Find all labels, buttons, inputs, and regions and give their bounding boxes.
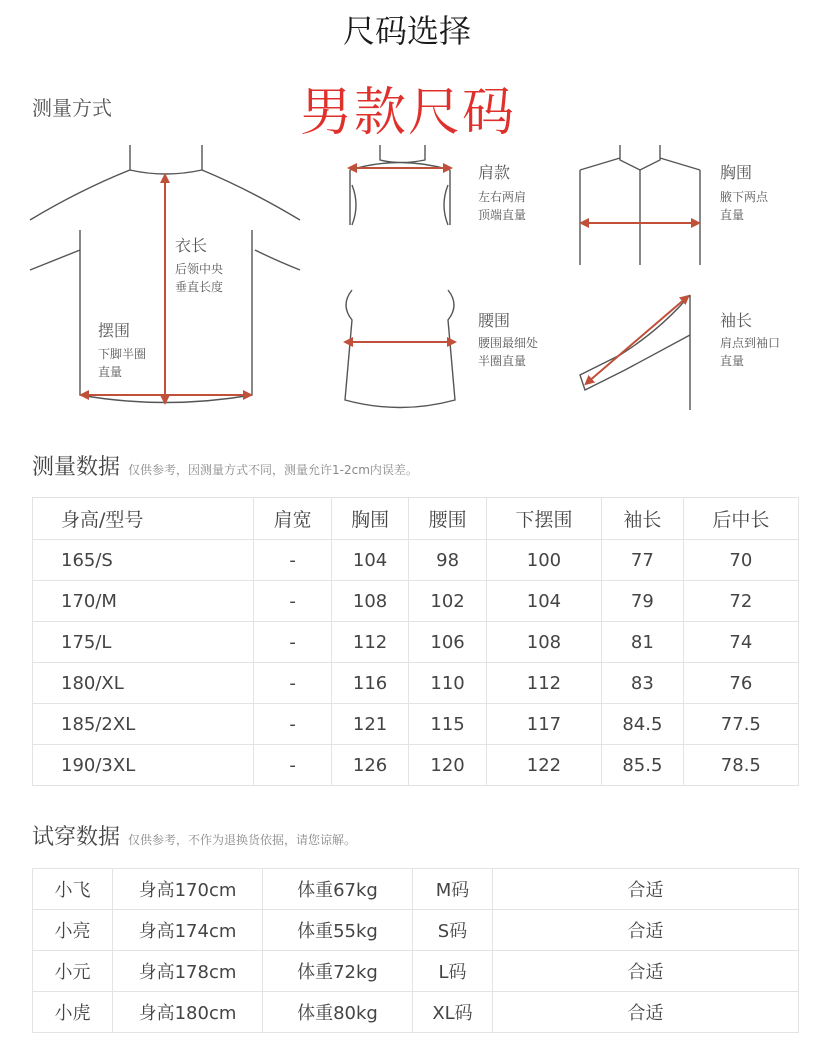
trial-data-header [32, 820, 356, 851]
col-header-waist: 腰围 [409, 498, 487, 540]
table-cell: 79 [602, 581, 684, 622]
table-cell: 85.5 [602, 745, 684, 786]
sleeve-diagram [580, 295, 690, 410]
col-header-height-size: 身高/型号 [33, 498, 254, 540]
desc-line: 半圈直量 [478, 354, 527, 368]
desc-line: 后领中央 [175, 262, 224, 276]
label-sleeve: 袖长 [720, 311, 753, 330]
table-cell: 120 [409, 745, 487, 786]
table-cell: 小飞 [33, 869, 113, 910]
label-sleeve-desc [720, 334, 780, 370]
chest-diagram [580, 145, 700, 265]
table-cell: 身高180cm [113, 992, 263, 1033]
table-row [33, 622, 799, 663]
table-cell: L码 [413, 951, 493, 992]
table-cell: 77.5 [683, 704, 798, 745]
table-cell: 98 [409, 540, 487, 581]
table-row [33, 869, 799, 910]
table-cell: - [254, 581, 332, 622]
table-cell: 72 [683, 581, 798, 622]
table-cell: 83 [602, 663, 684, 704]
desc-line: 垂直长度 [175, 280, 224, 294]
desc-line: 腰围最细处 [478, 336, 539, 350]
table-row [33, 745, 799, 786]
waist-diagram [345, 290, 455, 408]
trial-table [32, 868, 799, 1033]
table-cell: 170/M [33, 581, 254, 622]
table-cell: 84.5 [602, 704, 684, 745]
table-cell: 102 [409, 581, 487, 622]
table-cell: 165/S [33, 540, 254, 581]
label-chest-desc [720, 188, 768, 224]
table-cell: 100 [486, 540, 601, 581]
label-chest: 胸围 [720, 163, 753, 182]
table-cell: 70 [683, 540, 798, 581]
table-cell: 合适 [493, 910, 799, 951]
label-length: 衣长 [175, 236, 208, 255]
table-cell: 108 [331, 581, 409, 622]
table-cell: 74 [683, 622, 798, 663]
desc-line: 直量 [98, 365, 123, 379]
table-cell: 合适 [493, 869, 799, 910]
table-cell: 126 [331, 745, 409, 786]
desc-line: 直量 [720, 208, 745, 222]
shoulder-diagram [350, 145, 450, 225]
table-row [33, 540, 799, 581]
table-cell: - [254, 704, 332, 745]
desc-line: 肩点到袖口 [720, 336, 781, 350]
table-cell: M码 [413, 869, 493, 910]
label-hem-desc [98, 345, 146, 381]
col-header-chest: 胸围 [331, 498, 409, 540]
table-cell: 117 [486, 704, 601, 745]
table-cell: 104 [486, 581, 601, 622]
measurement-data-header [32, 450, 418, 481]
table-cell: 110 [409, 663, 487, 704]
measurement-data-note: 仅供参考，因测量方式不同，测量允许1-2cm内误差。 [128, 463, 418, 477]
table-cell: 体重80kg [263, 992, 413, 1033]
table-cell: 121 [331, 704, 409, 745]
col-header-back-length: 后中长 [683, 498, 798, 540]
size-table-header-row [33, 498, 799, 540]
trial-data-heading: 试穿数据 [32, 825, 121, 850]
table-cell: 115 [409, 704, 487, 745]
table-cell: 体重55kg [263, 910, 413, 951]
desc-line: 下脚半圈 [98, 347, 147, 361]
table-cell: 106 [409, 622, 487, 663]
table-cell: 小亮 [33, 910, 113, 951]
table-cell: 185/2XL [33, 704, 254, 745]
measurement-data-heading: 测量数据 [32, 455, 121, 480]
table-cell: 104 [331, 540, 409, 581]
table-cell: 身高174cm [113, 910, 263, 951]
label-shoulder-desc [478, 188, 526, 224]
desc-line: 腋下两点 [720, 190, 769, 204]
label-shoulder: 肩款 [478, 163, 511, 182]
table-cell: XL码 [413, 992, 493, 1033]
table-cell: 116 [331, 663, 409, 704]
table-cell: 合适 [493, 992, 799, 1033]
table-row [33, 910, 799, 951]
table-cell: 112 [331, 622, 409, 663]
table-row [33, 663, 799, 704]
table-cell: 身高170cm [113, 869, 263, 910]
jacket-front-diagram [30, 145, 300, 403]
table-cell: 108 [486, 622, 601, 663]
label-waist: 腰围 [478, 311, 511, 330]
label-length-desc [175, 260, 223, 296]
table-cell: 身高178cm [113, 951, 263, 992]
table-cell: 122 [486, 745, 601, 786]
table-cell: - [254, 540, 332, 581]
table-cell: 体重72kg [263, 951, 413, 992]
desc-line: 左右两肩 [478, 190, 527, 204]
col-header-sleeve: 袖长 [602, 498, 684, 540]
table-cell: - [254, 622, 332, 663]
table-cell: 190/3XL [33, 745, 254, 786]
table-cell: 78.5 [683, 745, 798, 786]
table-cell: 175/L [33, 622, 254, 663]
table-cell: 112 [486, 663, 601, 704]
page-title: 尺码选择 [342, 12, 471, 50]
table-cell: 77 [602, 540, 684, 581]
desc-line: 直量 [720, 354, 745, 368]
size-table [32, 497, 799, 786]
table-cell: - [254, 745, 332, 786]
col-header-shoulder: 肩宽 [254, 498, 332, 540]
table-cell: - [254, 663, 332, 704]
table-row [33, 581, 799, 622]
label-waist-desc [478, 334, 538, 370]
table-row [33, 704, 799, 745]
gender-size-title: 男款尺码 [300, 83, 517, 143]
label-hem: 摆围 [98, 321, 131, 340]
table-cell: 180/XL [33, 663, 254, 704]
col-header-hem: 下摆围 [486, 498, 601, 540]
trial-data-note: 仅供参考，不作为退换货依据，请您谅解。 [128, 833, 357, 847]
table-row [33, 951, 799, 992]
table-cell: 81 [602, 622, 684, 663]
table-cell: S码 [413, 910, 493, 951]
measure-method-heading: 测量方式 [32, 96, 112, 120]
table-cell: 小元 [33, 951, 113, 992]
table-cell: 76 [683, 663, 798, 704]
desc-line: 顶端直量 [478, 208, 527, 222]
table-cell: 体重67kg [263, 869, 413, 910]
table-cell: 小虎 [33, 992, 113, 1033]
table-row [33, 992, 799, 1033]
table-cell: 合适 [493, 951, 799, 992]
